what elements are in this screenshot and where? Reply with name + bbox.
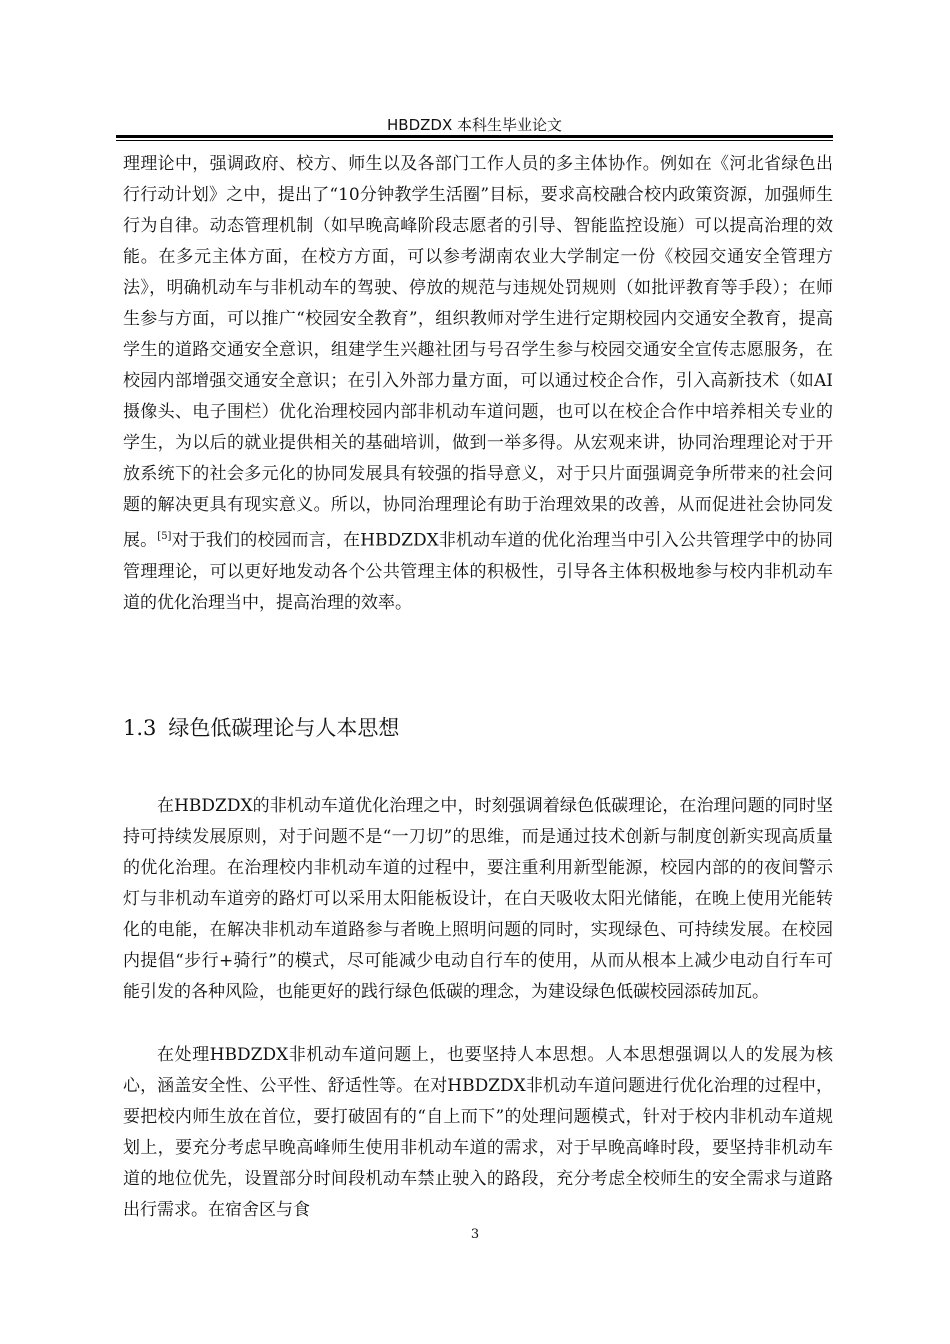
paragraph-green-low-carbon: 在HBDZDX的非机动车道优化治理之中，时刻强调着绿色低碳理论，在治理问题的同时坚持可持续发展原则，对于问题不是“一刀切”的思维，而是通过技术创新与制度创新实现高质量的优化治理。在治理校内非机动车道的过程中，要注重利用新型能源，校园内部的的夜间警示灯与非机动车道旁的路灯可以采用太阳能板设计，在白天吸收太阳光储能，在晚上使用光能转化的电能，在解决非机动车道路参与者晚上照明问题的同时，实现绿色、可持续发展。在校园内提倡“步行+骑行”的模式，尽可能减少电动自行车的使用，从而从根本上减少电动自行车可能引发的各种风险，也能更好的践行绿色低碳的理念，为建设绿色低碳校园添砖加瓦。 bbox=[123, 796, 833, 1002]
citation-ref: [5] bbox=[157, 531, 172, 542]
section-title: 绿色低碳理论与人本思想 bbox=[168, 716, 400, 740]
header-rule-thick bbox=[116, 135, 833, 138]
page-number: 3 bbox=[470, 1227, 480, 1242]
paragraph-text-tail: 对于我们的校园而言，在HBDZDX非机动车道的优化治理当中引入公共管理学中的协同管理理论，可以更好地发动各个公共管理主体的积极性，引导各主体积极地参与校内非机动车道的优化治理当中，提高治理的效率。 bbox=[123, 530, 833, 613]
header-rule-thin bbox=[116, 140, 833, 141]
paragraph-people-oriented: 在处理HBDZDX非机动车道问题上，也要坚持人本思想。人本思想强调以人的发展为核心，涵盖安全性、公平性、舒适性等。在对HBDZDX非机动车道问题进行优化治理的过程中，要把校内师生放在首位，要打破固有的“自上而下”的处理问题模式，针对于校内非机动车道规划上，要充分考虑早晚高峰师生使用非机动车道的需求，对于早晚高峰时段，要坚持非机动车道的地位优先，设置部分时间段机动车禁止驶入的路段，充分考虑全校师生的安全需求与道路出行需求。在宿舍区与食 bbox=[123, 1045, 833, 1220]
section-heading bbox=[123, 712, 399, 742]
paragraph-text: 理理论中，强调政府、校方、师生以及各部门工作人员的多主体协作。例如在《河北省绿色出行行动计划》之中，提出了“10分钟教学生活圈”目标，要求高校融合校内政策资源，加强师生行为自律。动态管理机制（如早晚高峰阶段志愿者的引导、智能监控设施）可以提高治理的效能。在多元主体方面，在校方方面，可以参考湖南农业大学制定一份《校园交通安全管理方法》，明确机动车与非机动车的驾驶、停放的规范与违规处罚规则（如批评教育等手段）；在师生参与方面，可以推广“校园安全教育”，组织教师对学生进行定期校园内交通安全教育，提高学生的道路交通安全意识，组建学生兴趣社团与号召学生参与校园交通安全宣传志愿服务，在校园内部增强交通安全意识；在引入外部力量方面，可以通过校企合作，引入高新技术（如AI摄像头、电子围栏）优化治理校园内部非机动车道问题，也可以在校企合作中培养相关专业的学生，为以后的就业提供相关的基础培训，做到一举多得。从宏观来讲，协同治理理论对于开放系统下的社会多元化的协同发展具有较强的指导意义，对于只片面强调竞争所带来的社会问题的解决更具有现实意义。所以，协同治理理论有助于治理效果的改善，从而促进社会协同发展。 bbox=[123, 154, 833, 551]
paragraph-collaborative-governance bbox=[123, 149, 833, 619]
running-header: HBDZDX 本科生毕业论文 bbox=[387, 116, 562, 134]
section-number: 1.3 bbox=[123, 716, 157, 740]
